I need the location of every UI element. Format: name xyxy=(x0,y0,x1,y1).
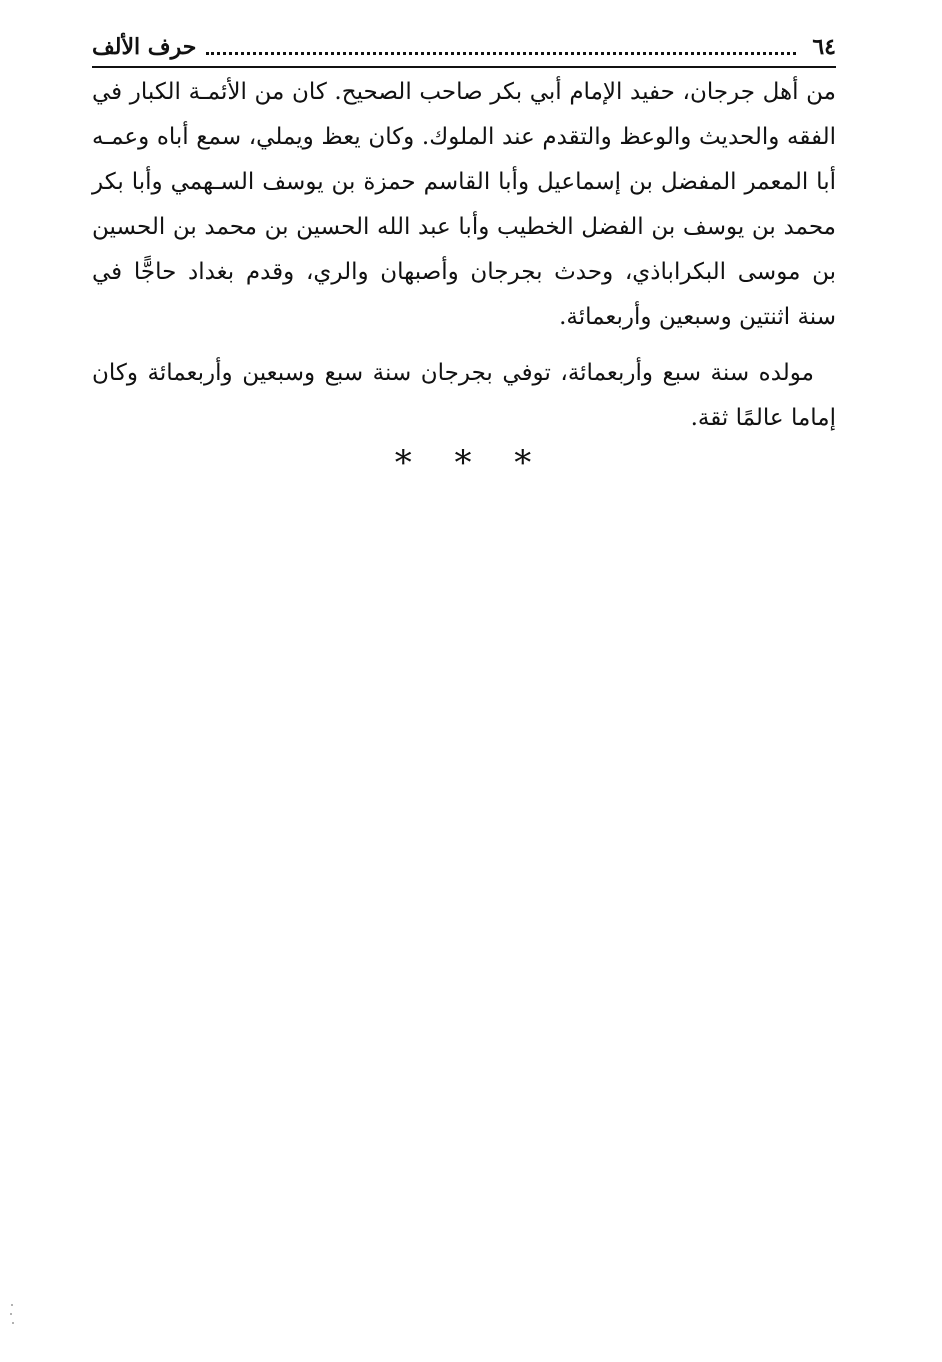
scan-speck xyxy=(11,1304,13,1306)
scan-speck xyxy=(12,1322,14,1324)
paragraph-biography: من أهل جرجان، حفيد الإمام أبي بكر صاحب الصحيح. كان من الأئمـة الكبار في الفقه والحديث والوعظ والتقدم عند الملوك. وكان يعظ ويملي، سمع أباه وعمـه أبا المعمر المفضل بن إسماعيل وأبا القاسم حمزة بن يوسف السـهمي وأبا بكر محمد بن يوسف بن الفضل الخطيب وأبا عبد الله الحسين بن محمد بن الحسين بن موسى البكراباذي، وحدث بجرجان وأصبهان والري، وقدم بغداد حاجًّا في سنة اثنتين وسبعين وأربعمائة. xyxy=(92,79,836,330)
paragraph-birth-death: مولده سنة سبع وأربعمائة، توفي بجرجان سنة سبع وسبعين وأربعمائة وكان إماما عالمًا ثقة. xyxy=(92,360,836,431)
section-title: حرف الألف xyxy=(92,34,197,60)
scan-speck xyxy=(10,1313,12,1315)
page-header xyxy=(92,31,836,63)
header-dot-leader xyxy=(206,52,796,55)
section-separator: * * * xyxy=(394,443,548,483)
header-rule xyxy=(92,66,836,68)
page-body xyxy=(92,70,836,441)
page-number: ٦٤ xyxy=(812,34,836,60)
